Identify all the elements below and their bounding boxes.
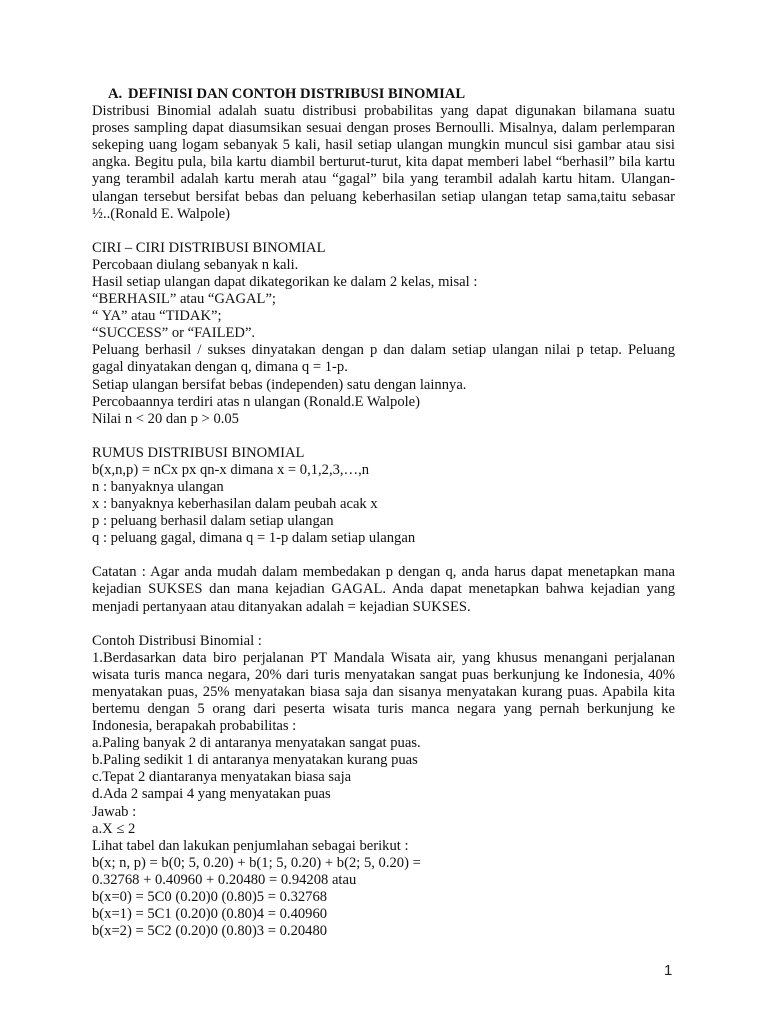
document-page — [92, 86, 675, 940]
answer-b1: b(x=1) = 5C1 (0.20)0 (0.80)4 = 0.40960 — [92, 906, 328, 923]
ciri-line-5: “SUCCESS” or “FAILED”. — [92, 325, 256, 342]
ciri-line-3: “BERHASIL” atau “GAGAL”; — [92, 291, 276, 308]
spacer — [92, 428, 675, 445]
spacer — [92, 547, 675, 564]
ciri-line-2: Hasil setiap ulangan dapat dikategorikan ke dalam 2 kelas, misal : — [92, 273, 478, 290]
spacer — [92, 616, 675, 633]
ciri-line-7: Setiap ulangan bersifat bebas (independen) satu dengan lainnya. — [92, 376, 467, 393]
contoh-title: Contoh Distribusi Binomial : — [92, 632, 262, 649]
catatan-paragraph: Catatan : Agar anda mudah dalam membedakan p dengan q, anda harus dapat menetapkan mana kejadian SUKSES dan mana kejadian GAGAL. Anda dapat menetapkan bahwa kejadian yang menjadi pertanyaan atau ditanyakan adalah = kejadian SUKSES. — [92, 564, 675, 615]
ciri-line-8: Percobaannya terdiri atas n ulangan (Ronald.E Walpole) — [92, 393, 421, 410]
spacer — [92, 223, 675, 240]
ciri-line-9: Nilai n < 20 dan p > 0.05 — [92, 410, 239, 427]
answer-b0: b(x=0) = 5C0 (0.20)0 (0.80)5 = 0.32768 — [92, 889, 328, 906]
question-d: d.Ada 2 sampai 4 yang menyatakan puas — [92, 786, 331, 803]
section-title: DEFINISI DAN CONTOH DISTRIBUSI BINOMIAL — [128, 86, 466, 102]
contoh-problem: 1.Berdasarkan data biro perjalanan PT Mandala Wisata air, yang khusus menangani perjalanan wisata turis manca negara, 20% dari turis menyatakan sangat puas berkunjung ke Indonesia, 40% menyatakan puas, 25% menyatakan biasa saja dan sisanya menyatakan kurang puas. Apabila kita bertemu dengan 5 orang dari peserta wisata turis manca negara yang pernah berkunjung ke Indonesia, berapakah probabilitas : — [92, 649, 675, 735]
question-c: c.Tepat 2 diantaranya menyatakan biasa saja — [92, 769, 352, 786]
rumus-n: n : banyaknya ulangan — [92, 478, 224, 495]
rumus-title: RUMUS DISTRIBUSI BINOMIAL — [92, 444, 305, 461]
page-number: 1 — [664, 962, 673, 979]
ciri-line-6: Peluang berhasil / sukses dinyatakan dengan p dan dalam setiap ulangan nilai p tetap. Peluang gagal dinyatakan dengan q, dimana q = 1-p. — [92, 342, 675, 376]
answer-a: a.X ≤ 2 — [92, 820, 136, 837]
rumus-formula: b(x,n,p) = nCx px qn-x dimana x = 0,1,2,3,…,n — [92, 461, 370, 478]
intro-paragraph: Distribusi Binomial adalah suatu distribusi probabilitas yang dapat digunakan bilamana suatu proses sampling dapat diasumsikan sesuai dengan proses Bernoulli. Misalnya, dalam perlemparan sekeping uang logam sebanyak 5 kali, hasil setiap ulangan mungkin muncul sisi gambar atau sisi angka. Begitu pula, bila kartu diambil berturut-turut, kita dapat memberi label “berhasil” bila kartu yang terambil adalah kartu merah atau “gagal” bila yang terambil adalah kartu hitam. Ulangan-ulangan tersebut bersifat bebas dan peluang keberhasilan setiap ulangan tetap sama,taitu sebasar ½..(Ronald E. Walpole) — [92, 103, 675, 222]
answer-instruction: Lihat tabel dan lakukan penjumlahan sebagai berikut : — [92, 837, 409, 854]
rumus-q: q : peluang gagal, dimana q = 1-p dalam setiap ulangan — [92, 530, 416, 547]
section-heading — [92, 86, 675, 103]
question-a: a.Paling banyak 2 di antaranya menyatakan sangat puas. — [92, 735, 421, 752]
ciri-line-4: “ YA” atau “TIDAK”; — [92, 308, 222, 325]
ciri-title: CIRI – CIRI DISTRIBUSI BINOMIAL — [92, 239, 326, 256]
answer-sum-2: 0.32768 + 0.40960 + 0.20480 = 0.94208 atau — [92, 871, 357, 888]
rumus-x: x : banyaknya keberhasilan dalam peubah acak x — [92, 496, 378, 513]
ciri-line-1: Percobaan diulang sebanyak n kali. — [92, 256, 299, 273]
question-b: b.Paling sedikit 1 di antaranya menyatakan kurang puas — [92, 752, 418, 769]
answer-b2: b(x=2) = 5C2 (0.20)0 (0.80)3 = 0.20480 — [92, 923, 328, 940]
section-number: A. — [108, 86, 123, 102]
rumus-p: p : peluang berhasil dalam setiap ulangan — [92, 513, 334, 530]
answer-sum-1: b(x; n, p) = b(0; 5, 0.20) + b(1; 5, 0.20) + b(2; 5, 0.20) = — [92, 854, 421, 871]
jawab-label: Jawab : — [92, 803, 137, 820]
